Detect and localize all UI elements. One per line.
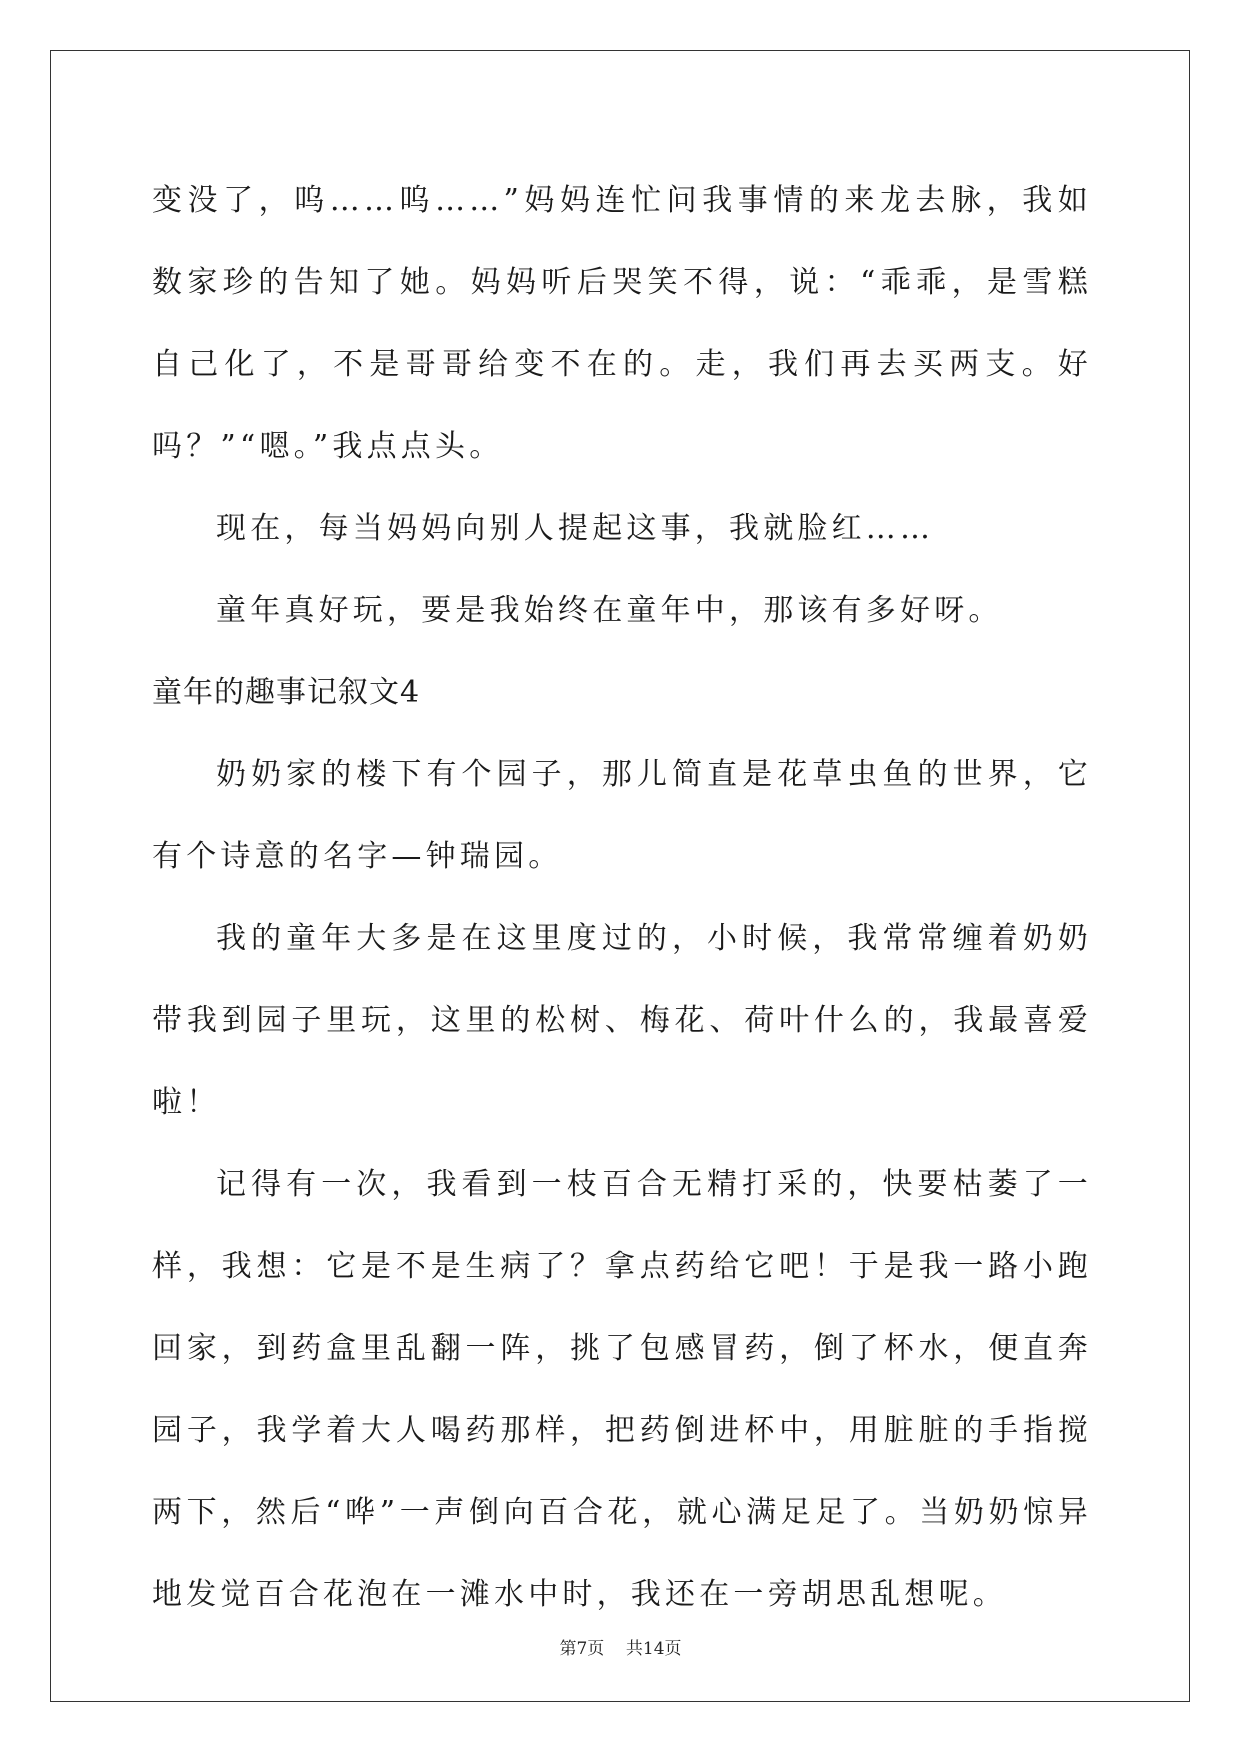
- document-body: [152, 160, 1092, 1636]
- paragraph: 奶奶家的楼下有个园子，那儿简直是花草虫鱼的世界，它有个诗意的名字—钟瑞园。: [152, 757, 1092, 874]
- paragraph: 记得有一次，我看到一枝百合无精打采的，快要枯萎了一样，我想：它是不是生病了？拿点药给它吧！于是我一路小跑回家，到药盒里乱翻一阵，挑了包感冒药，倒了杯水，便直奔园子，我学着大人喝药那样，把药倒进杯中，用脏脏的手指搅两下，然后“哗”一声倒向百合花，就心满足足了。当奶奶惊异地发觉百合花泡在一滩水中时，我还在一旁胡思乱想呢。: [152, 1167, 1092, 1612]
- paragraph: 童年真好玩，要是我始终在童年中，那该有多好呀。: [216, 593, 1003, 628]
- paragraph: 我的童年大多是在这里度过的，小时候，我常常缠着奶奶带我到园子里玩，这里的松树、梅花、荷叶什么的，我最喜爱啦！: [152, 921, 1092, 1120]
- paragraph: 变没了，呜……呜……”妈妈连忙问我事情的来龙去脉，我如数家珍的告知了她。妈妈听后哭笑不得，说：“乖乖，是雪糕自己化了，不是哥哥给变不在的。走，我们再去买两支。好吗？”“嗯。”我点点头。: [152, 183, 1092, 464]
- page-total: 共14页: [625, 1639, 682, 1659]
- page-number: 第7页: [559, 1639, 605, 1659]
- paragraph: 现在，每当妈妈向别人提起这事，我就脸红……: [216, 511, 935, 546]
- page-footer: [0, 1634, 1241, 1659]
- section-heading: 童年的趣事记叙文4: [152, 675, 421, 710]
